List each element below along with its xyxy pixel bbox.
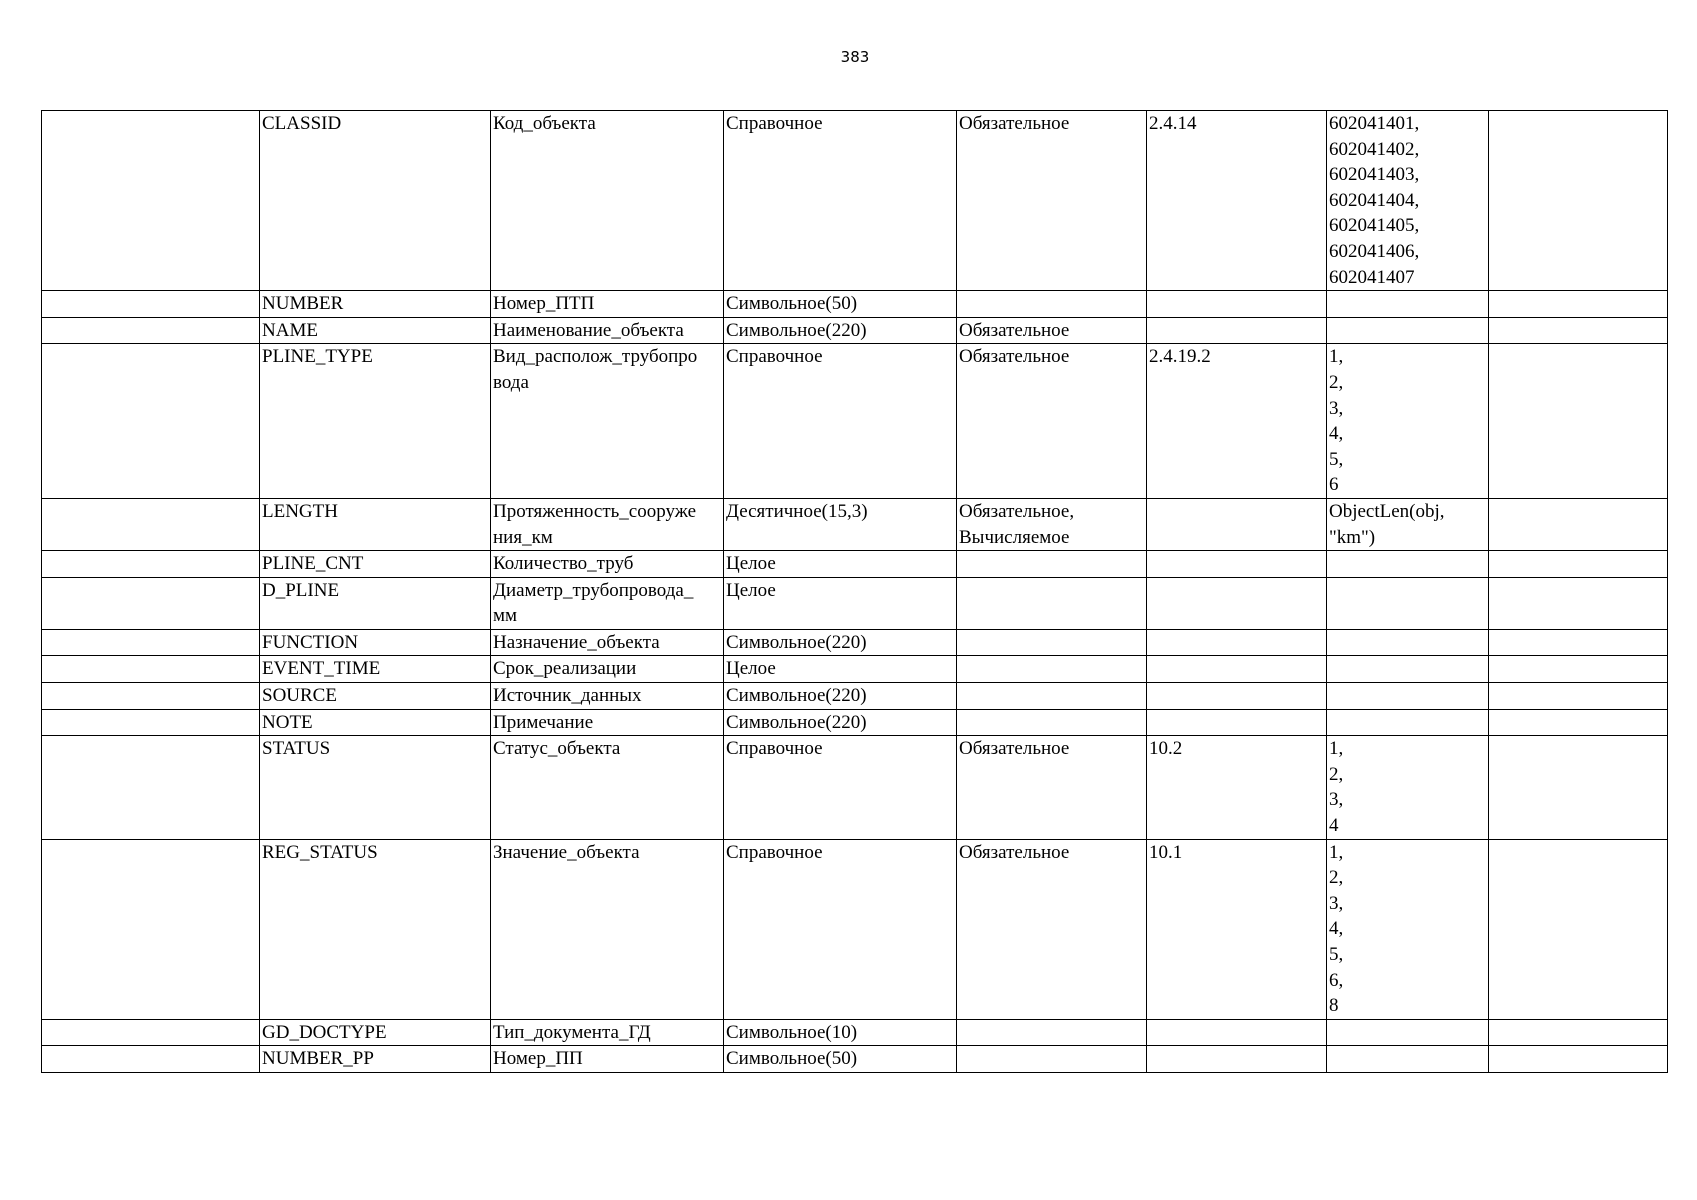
table-cell-col6: [1147, 709, 1327, 736]
table-cell-col2: PLINE_CNT: [260, 551, 491, 578]
table-cell-col8: [1489, 736, 1668, 839]
table-cell-col3: Протяженность_сооруже ния_км: [491, 498, 724, 550]
table-row: [42, 498, 1668, 550]
table-cell-col2: NAME: [260, 317, 491, 344]
table-cell-col2: EVENT_TIME: [260, 656, 491, 683]
attribute-table: [41, 110, 1668, 1073]
table-cell-col8: [1489, 683, 1668, 710]
table-cell-col3: Тип_документа_ГД: [491, 1019, 724, 1046]
table-cell-col4: Символьное(220): [724, 683, 957, 710]
table-cell-col5: [957, 656, 1147, 683]
table-cell-col3: Источник_данных: [491, 683, 724, 710]
table-cell-col2: STATUS: [260, 736, 491, 839]
table-cell-col6: [1147, 317, 1327, 344]
table-cell-col6: [1147, 1046, 1327, 1073]
table-cell-col7: 1, 2, 3, 4: [1327, 736, 1489, 839]
table-cell-col3: Срок_реализации: [491, 656, 724, 683]
table-cell-col5: [957, 1019, 1147, 1046]
table-cell-col8: [1489, 551, 1668, 578]
table-cell-col5: [957, 709, 1147, 736]
table-cell-col4: Символьное(50): [724, 1046, 957, 1073]
table-row: [42, 344, 1668, 499]
table-cell-col1: [42, 736, 260, 839]
table-cell-col8: [1489, 498, 1668, 550]
table-cell-col7: [1327, 1019, 1489, 1046]
table-cell-col6: [1147, 577, 1327, 629]
table-cell-col4: Справочное: [724, 736, 957, 839]
table-cell-col4: Символьное(10): [724, 1019, 957, 1046]
table-row: [42, 1046, 1668, 1073]
table-cell-col1: [42, 498, 260, 550]
table-cell-col2: SOURCE: [260, 683, 491, 710]
table-cell-col3: Номер_ПП: [491, 1046, 724, 1073]
table-cell-col4: Целое: [724, 656, 957, 683]
table-cell-col3: Значение_объекта: [491, 839, 724, 1019]
table-row: [42, 551, 1668, 578]
table-cell-col6: 10.1: [1147, 839, 1327, 1019]
table-row: [42, 683, 1668, 710]
table-cell-col7: [1327, 291, 1489, 318]
table-cell-col7: 602041401, 602041402, 602041403, 602041404, 602041405, 602041406, 602041407: [1327, 111, 1489, 291]
table-cell-col5: Обязательное: [957, 111, 1147, 291]
table-cell-col4: Символьное(50): [724, 291, 957, 318]
table-cell-col4: Символьное(220): [724, 709, 957, 736]
table-cell-col8: [1489, 577, 1668, 629]
table-cell-col7: [1327, 656, 1489, 683]
table-cell-col7: [1327, 683, 1489, 710]
table-cell-col1: [42, 629, 260, 656]
table-cell-col6: [1147, 1019, 1327, 1046]
table-row: [42, 629, 1668, 656]
table-cell-col4: Десятичное(15,3): [724, 498, 957, 550]
table-cell-col3: Диаметр_трубопровода_ мм: [491, 577, 724, 629]
table-cell-col5: [957, 1046, 1147, 1073]
table-cell-col4: Целое: [724, 551, 957, 578]
table-cell-col5: [957, 683, 1147, 710]
table-cell-col1: [42, 1046, 260, 1073]
table-cell-col4: Справочное: [724, 344, 957, 499]
table-cell-col1: [42, 551, 260, 578]
table-cell-col1: [42, 344, 260, 499]
table-cell-col5: Обязательное: [957, 736, 1147, 839]
table-row: [42, 736, 1668, 839]
table-cell-col1: [42, 291, 260, 318]
table-cell-col8: [1489, 629, 1668, 656]
table-cell-col7: ObjectLen(obj, "km"): [1327, 498, 1489, 550]
table-cell-col8: [1489, 111, 1668, 291]
table-cell-col8: [1489, 1046, 1668, 1073]
table-cell-col4: Целое: [724, 577, 957, 629]
table-cell-col2: NUMBER_PP: [260, 1046, 491, 1073]
table-cell-col6: 2.4.14: [1147, 111, 1327, 291]
table-cell-col6: 10.2: [1147, 736, 1327, 839]
table-cell-col2: LENGTH: [260, 498, 491, 550]
table-cell-col8: [1489, 344, 1668, 499]
table-cell-col7: [1327, 629, 1489, 656]
table-cell-col4: Символьное(220): [724, 317, 957, 344]
table-cell-col1: [42, 683, 260, 710]
table-cell-col3: Вид_располож_трубопро вода: [491, 344, 724, 499]
table-cell-col3: Количество_труб: [491, 551, 724, 578]
table-row: [42, 839, 1668, 1019]
table-cell-col7: [1327, 317, 1489, 344]
table-cell-col7: [1327, 551, 1489, 578]
table-cell-col2: FUNCTION: [260, 629, 491, 656]
table-cell-col5: Обязательное: [957, 839, 1147, 1019]
table-cell-col2: CLASSID: [260, 111, 491, 291]
table-cell-col7: [1327, 709, 1489, 736]
table-cell-col5: Обязательное: [957, 317, 1147, 344]
table-cell-col2: NOTE: [260, 709, 491, 736]
table-cell-col5: [957, 629, 1147, 656]
table-cell-col2: REG_STATUS: [260, 839, 491, 1019]
table-cell-col8: [1489, 317, 1668, 344]
table-cell-col8: [1489, 709, 1668, 736]
table-cell-col1: [42, 577, 260, 629]
table-cell-col1: [42, 111, 260, 291]
table-row: [42, 317, 1668, 344]
table-cell-col1: [42, 317, 260, 344]
table-cell-col2: NUMBER: [260, 291, 491, 318]
table-cell-col8: [1489, 656, 1668, 683]
table-row: [42, 709, 1668, 736]
table-cell-col3: Номер_ПТП: [491, 291, 724, 318]
table-cell-col5: Обязательное: [957, 344, 1147, 499]
table-row: [42, 291, 1668, 318]
table-cell-col5: [957, 577, 1147, 629]
table-cell-col7: [1327, 577, 1489, 629]
table-cell-col1: [42, 656, 260, 683]
table-cell-col4: Справочное: [724, 839, 957, 1019]
table-row: [42, 577, 1668, 629]
table-cell-col7: [1327, 1046, 1489, 1073]
table-cell-col6: [1147, 498, 1327, 550]
table-body: [42, 111, 1668, 1073]
table-cell-col4: Символьное(220): [724, 629, 957, 656]
table-cell-col6: [1147, 291, 1327, 318]
table-cell-col3: Код_объекта: [491, 111, 724, 291]
table-cell-col8: [1489, 1019, 1668, 1046]
table-cell-col2: GD_DOCTYPE: [260, 1019, 491, 1046]
table-cell-col1: [42, 709, 260, 736]
table-cell-col6: [1147, 629, 1327, 656]
table-cell-col2: PLINE_TYPE: [260, 344, 491, 499]
table-cell-col4: Справочное: [724, 111, 957, 291]
table-cell-col7: 1, 2, 3, 4, 5, 6, 8: [1327, 839, 1489, 1019]
table-row: [42, 656, 1668, 683]
table-row: [42, 1019, 1668, 1046]
table-row: [42, 111, 1668, 291]
table-cell-col8: [1489, 291, 1668, 318]
table-cell-col5: [957, 291, 1147, 318]
table-cell-col3: Назначение_объекта: [491, 629, 724, 656]
table-cell-col3: Примечание: [491, 709, 724, 736]
table-cell-col5: Обязательное, Вычисляемое: [957, 498, 1147, 550]
table-cell-col6: [1147, 656, 1327, 683]
table-cell-col3: Статус_объекта: [491, 736, 724, 839]
page-number: 383: [840, 48, 870, 66]
table-cell-col1: [42, 1019, 260, 1046]
table-cell-col1: [42, 839, 260, 1019]
table-cell-col6: [1147, 683, 1327, 710]
table-cell-col8: [1489, 839, 1668, 1019]
table-cell-col5: [957, 551, 1147, 578]
table-cell-col2: D_PLINE: [260, 577, 491, 629]
table-cell-col7: 1, 2, 3, 4, 5, 6: [1327, 344, 1489, 499]
table-cell-col6: 2.4.19.2: [1147, 344, 1327, 499]
table-cell-col3: Наименование_объекта: [491, 317, 724, 344]
table-cell-col6: [1147, 551, 1327, 578]
